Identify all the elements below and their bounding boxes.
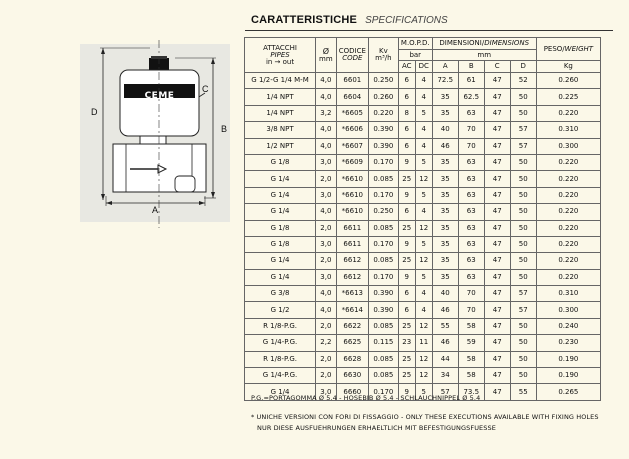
cell-diameter: 4,0 xyxy=(316,302,337,318)
cell-dim-d: 50 xyxy=(510,269,536,285)
table-body xyxy=(245,73,601,401)
cell-mopd-dc: 4 xyxy=(415,286,432,302)
cell-kv: 0.390 xyxy=(368,138,398,154)
cell-dim-d: 50 xyxy=(510,187,536,203)
header-diameter xyxy=(316,38,337,73)
cell-kv: 0.250 xyxy=(368,73,398,89)
cell-diameter: 3,0 xyxy=(316,384,337,400)
dimension-label-b: B xyxy=(221,124,228,134)
cell-weight: 0.265 xyxy=(536,384,600,400)
header-d: D xyxy=(510,61,536,73)
title-italian: CARATTERISTICHE xyxy=(251,14,358,26)
cell-mopd-dc: 4 xyxy=(415,122,432,138)
cell-code: *6610 xyxy=(336,187,368,203)
cell-dim-b: 58 xyxy=(458,368,484,384)
cell-dim-b: 63 xyxy=(458,204,484,220)
header-diameter-symbol: Ø xyxy=(322,46,330,56)
cell-diameter: 3,0 xyxy=(316,269,337,285)
cell-mopd-dc: 12 xyxy=(415,351,432,367)
cell-dim-a: 40 xyxy=(432,286,458,302)
header-dim-mm: mm xyxy=(432,50,536,61)
header-b: B xyxy=(458,61,484,73)
cell-dim-a: 46 xyxy=(432,335,458,351)
cell-kv: 0.250 xyxy=(368,204,398,220)
header-pipes xyxy=(245,38,316,73)
cell-weight: 0.230 xyxy=(536,335,600,351)
table-row xyxy=(245,105,601,121)
cell-dim-d: 57 xyxy=(510,122,536,138)
cell-dim-c: 47 xyxy=(484,318,510,334)
cell-dim-b: 70 xyxy=(458,302,484,318)
header-kv-label: Kv xyxy=(379,47,388,55)
cell-mopd-ac: 9 xyxy=(398,236,415,252)
cell-dim-b: 70 xyxy=(458,138,484,154)
header-a: A xyxy=(432,61,458,73)
cell-diameter: 2,0 xyxy=(316,253,337,269)
cell-weight: 0.240 xyxy=(536,318,600,334)
cell-dim-d: 57 xyxy=(510,138,536,154)
table-header xyxy=(245,38,601,73)
table-row xyxy=(245,138,601,154)
header-weight-en: WEIGHT xyxy=(564,44,594,53)
cell-mopd-ac: 9 xyxy=(398,384,415,400)
cell-mopd-dc: 5 xyxy=(415,105,432,121)
dimension-label-c: C xyxy=(202,84,209,94)
cell-pipe: G 1/4 xyxy=(245,171,316,187)
cell-dim-a: 57 xyxy=(432,384,458,400)
cell-mopd-ac: 25 xyxy=(398,351,415,367)
cell-mopd-dc: 12 xyxy=(415,253,432,269)
cell-dim-a: 35 xyxy=(432,269,458,285)
cell-pipe: G 1/4 xyxy=(245,204,316,220)
cell-mopd-dc: 5 xyxy=(415,269,432,285)
table-row xyxy=(245,335,601,351)
header-inout: in → out xyxy=(265,57,295,66)
cell-weight: 0.220 xyxy=(536,105,600,121)
dimension-label-d: D xyxy=(91,107,98,117)
cell-kv: 0.220 xyxy=(368,105,398,121)
cell-pipe: G 3/8 xyxy=(245,286,316,302)
cell-dim-c: 47 xyxy=(484,286,510,302)
title-divider xyxy=(245,30,613,31)
cell-dim-d: 50 xyxy=(510,105,536,121)
cell-diameter: 2,0 xyxy=(316,318,337,334)
cell-mopd-dc: 5 xyxy=(415,154,432,170)
cell-dim-d: 55 xyxy=(510,384,536,400)
table-row xyxy=(245,318,601,334)
cell-dim-a: 35 xyxy=(432,89,458,105)
cell-dim-d: 50 xyxy=(510,335,536,351)
cell-pipe: G 1/8 xyxy=(245,236,316,252)
cell-diameter: 3,0 xyxy=(316,187,337,203)
cell-dim-c: 47 xyxy=(484,269,510,285)
header-attacchi: ATTACCHI xyxy=(263,43,297,52)
header-kv-unit: m³/h xyxy=(375,54,392,62)
cell-mopd-ac: 23 xyxy=(398,335,415,351)
header-codice: CODICE xyxy=(338,47,366,55)
cell-mopd-ac: 25 xyxy=(398,318,415,334)
cell-pipe: 3/8 NPT xyxy=(245,122,316,138)
cell-weight: 0.220 xyxy=(536,236,600,252)
cell-mopd-ac: 9 xyxy=(398,187,415,203)
cell-dim-a: 55 xyxy=(432,318,458,334)
cell-mopd-dc: 4 xyxy=(415,138,432,154)
cell-dim-a: 35 xyxy=(432,253,458,269)
cell-dim-d: 50 xyxy=(510,204,536,220)
cell-dim-c: 47 xyxy=(484,105,510,121)
cell-mopd-dc: 4 xyxy=(415,73,432,89)
cell-mopd-ac: 6 xyxy=(398,73,415,89)
cell-dim-b: 70 xyxy=(458,286,484,302)
specifications-table xyxy=(244,37,601,401)
cell-pipe: 1/2 NPT xyxy=(245,138,316,154)
cell-dim-c: 47 xyxy=(484,89,510,105)
cell-dim-c: 47 xyxy=(484,302,510,318)
cell-mopd-ac: 6 xyxy=(398,204,415,220)
cell-kv: 0.170 xyxy=(368,154,398,170)
table-row xyxy=(245,122,601,138)
cell-weight: 0.220 xyxy=(536,220,600,236)
cell-dim-c: 47 xyxy=(484,122,510,138)
table-row xyxy=(245,286,601,302)
cell-dim-d: 57 xyxy=(510,286,536,302)
cell-code: *6606 xyxy=(336,122,368,138)
cell-pipe: G 1/4 xyxy=(245,187,316,203)
cell-weight: 0.220 xyxy=(536,154,600,170)
cell-pipe: G 1/2 xyxy=(245,302,316,318)
header-diameter-unit: mm xyxy=(319,54,333,63)
cell-pipe: G 1/4 xyxy=(245,253,316,269)
cell-mopd-dc: 5 xyxy=(415,384,432,400)
header-bar: bar xyxy=(398,50,432,61)
cell-weight: 0.310 xyxy=(536,122,600,138)
cell-code: *6607 xyxy=(336,138,368,154)
cell-mopd-dc: 12 xyxy=(415,171,432,187)
cell-weight: 0.220 xyxy=(536,204,600,220)
cell-kv: 0.390 xyxy=(368,286,398,302)
cell-mopd-ac: 9 xyxy=(398,154,415,170)
cell-weight: 0.220 xyxy=(536,187,600,203)
cell-mopd-ac: 6 xyxy=(398,302,415,318)
cell-mopd-ac: 25 xyxy=(398,253,415,269)
cell-dim-d: 50 xyxy=(510,154,536,170)
cell-dim-d: 50 xyxy=(510,368,536,384)
cell-dim-d: 50 xyxy=(510,236,536,252)
cell-pipe: 1/4 NPT xyxy=(245,89,316,105)
cell-kv: 0.390 xyxy=(368,302,398,318)
cell-dim-a: 35 xyxy=(432,171,458,187)
cell-weight: 0.300 xyxy=(536,138,600,154)
brand-label: CEME xyxy=(144,91,175,101)
cell-mopd-ac: 6 xyxy=(398,122,415,138)
cell-dim-a: 46 xyxy=(432,302,458,318)
cell-code: 6625 xyxy=(336,335,368,351)
brand-logo xyxy=(127,85,192,103)
cell-code: *6610 xyxy=(336,204,368,220)
cell-diameter: 3,2 xyxy=(316,105,337,121)
cell-dim-c: 47 xyxy=(484,204,510,220)
cell-code: 6630 xyxy=(336,368,368,384)
header-pipes-en: PIPES xyxy=(270,50,290,59)
cell-pipe: G 1/4 xyxy=(245,269,316,285)
cell-dim-a: 34 xyxy=(432,368,458,384)
table-row xyxy=(245,351,601,367)
cell-mopd-ac: 25 xyxy=(398,220,415,236)
cell-mopd-dc: 4 xyxy=(415,302,432,318)
cell-weight: 0.225 xyxy=(536,89,600,105)
cell-mopd-dc: 4 xyxy=(415,89,432,105)
table-row xyxy=(245,154,601,170)
cell-kv: 0.085 xyxy=(368,220,398,236)
cell-kv: 0.390 xyxy=(368,122,398,138)
cell-mopd-ac: 6 xyxy=(398,89,415,105)
cell-mopd-ac: 25 xyxy=(398,171,415,187)
valve-drawing xyxy=(0,0,240,240)
table-row xyxy=(245,204,601,220)
cell-code: 6611 xyxy=(336,236,368,252)
cell-mopd-dc: 12 xyxy=(415,220,432,236)
cell-kv: 0.085 xyxy=(368,253,398,269)
table-row xyxy=(245,269,601,285)
cell-dim-d: 50 xyxy=(510,220,536,236)
cell-code: 6612 xyxy=(336,253,368,269)
cell-pipe: G 1/2-G 1/4 M-M xyxy=(245,73,316,89)
cell-dim-d: 50 xyxy=(510,171,536,187)
cell-dim-d: 50 xyxy=(510,89,536,105)
cell-code: *6605 xyxy=(336,105,368,121)
cell-code: 6611 xyxy=(336,220,368,236)
cell-weight: 0.220 xyxy=(536,269,600,285)
header-kv xyxy=(368,38,398,73)
cell-diameter: 4,0 xyxy=(316,286,337,302)
header-dimensions xyxy=(432,38,536,50)
cell-code: 6622 xyxy=(336,318,368,334)
note-fixing-holes: * UNICHE VERSIONI CON FORI DI FISSAGGIO - ONLY THESE EXECUTIONS AVAILABLE WITH FIXING HOLES xyxy=(251,413,599,421)
header-dc: DC xyxy=(415,61,432,73)
cell-diameter: 4,0 xyxy=(316,204,337,220)
cell-code: *6609 xyxy=(336,154,368,170)
cell-pipe: G 1/4-P.G. xyxy=(245,335,316,351)
cell-dim-b: 59 xyxy=(458,335,484,351)
dimension-label-a: A xyxy=(152,205,159,215)
cell-dim-b: 63 xyxy=(458,154,484,170)
cell-weight: 0.300 xyxy=(536,302,600,318)
cell-dim-b: 63 xyxy=(458,253,484,269)
cell-dim-b: 63 xyxy=(458,220,484,236)
cell-dim-b: 63 xyxy=(458,171,484,187)
cell-mopd-ac: 25 xyxy=(398,368,415,384)
cell-code: 6628 xyxy=(336,351,368,367)
title-english: SPECIFICATIONS xyxy=(365,15,448,26)
table-row xyxy=(245,368,601,384)
cell-pipe: R 1/8-P.G. xyxy=(245,351,316,367)
header-dim-en: DIMENSIONS xyxy=(484,39,530,47)
cell-kv: 0.260 xyxy=(368,89,398,105)
cell-code: *6613 xyxy=(336,286,368,302)
cell-diameter: 2,0 xyxy=(316,220,337,236)
cell-dim-d: 50 xyxy=(510,318,536,334)
cell-mopd-dc: 11 xyxy=(415,335,432,351)
cell-dim-c: 47 xyxy=(484,351,510,367)
cell-pipe: G 1/4-P.G. xyxy=(245,368,316,384)
cell-mopd-dc: 5 xyxy=(415,187,432,203)
cell-weight: 0.310 xyxy=(536,286,600,302)
cell-dim-a: 35 xyxy=(432,105,458,121)
cell-mopd-dc: 4 xyxy=(415,204,432,220)
cell-dim-c: 47 xyxy=(484,171,510,187)
cell-mopd-dc: 12 xyxy=(415,318,432,334)
cell-dim-d: 57 xyxy=(510,302,536,318)
header-ac: AC xyxy=(398,61,415,73)
cell-mopd-ac: 6 xyxy=(398,138,415,154)
cell-dim-b: 73.5 xyxy=(458,384,484,400)
cell-code: *6610 xyxy=(336,171,368,187)
cell-dim-b: 58 xyxy=(458,318,484,334)
header-peso: PESO/ xyxy=(543,44,565,53)
cell-kv: 0.170 xyxy=(368,187,398,203)
cell-dim-d: 50 xyxy=(510,253,536,269)
cell-dim-a: 35 xyxy=(432,236,458,252)
cell-diameter: 2,2 xyxy=(316,335,337,351)
cell-dim-b: 63 xyxy=(458,236,484,252)
cell-weight: 0.260 xyxy=(536,73,600,89)
cell-mopd-dc: 5 xyxy=(415,236,432,252)
cell-weight: 0.220 xyxy=(536,171,600,187)
cell-dim-a: 72.5 xyxy=(432,73,458,89)
cell-dim-a: 35 xyxy=(432,154,458,170)
cell-dim-a: 46 xyxy=(432,138,458,154)
cell-dim-c: 47 xyxy=(484,154,510,170)
cell-code: *6614 xyxy=(336,302,368,318)
cell-code: 6612 xyxy=(336,269,368,285)
cell-dim-b: 58 xyxy=(458,351,484,367)
cell-dim-c: 47 xyxy=(484,253,510,269)
table-row xyxy=(245,220,601,236)
cell-weight: 0.220 xyxy=(536,253,600,269)
cell-dim-a: 40 xyxy=(432,122,458,138)
cell-diameter: 2,0 xyxy=(316,351,337,367)
cell-diameter: 4,0 xyxy=(316,138,337,154)
cell-dim-c: 47 xyxy=(484,138,510,154)
cell-diameter: 2,0 xyxy=(316,368,337,384)
cell-diameter: 2,0 xyxy=(316,171,337,187)
cell-code: 6660 xyxy=(336,384,368,400)
header-mopd: M.O.P.D. xyxy=(398,38,432,50)
cell-dim-b: 61 xyxy=(458,73,484,89)
cell-pipe: R 1/8-P.G. xyxy=(245,318,316,334)
note-portagomma: P.G.=PORTAGOMMA Ø 5.4 - HOSEBIB Ø 5.4 - SCHLAUCHNIPPEL Ø 5.4 xyxy=(251,394,481,402)
header-dim-it: DIMENSIONI/ xyxy=(439,39,485,47)
cell-pipe: G 1/8 xyxy=(245,154,316,170)
cell-dim-c: 47 xyxy=(484,187,510,203)
cell-weight: 0.190 xyxy=(536,368,600,384)
cell-dim-c: 47 xyxy=(484,73,510,89)
cell-diameter: 3,0 xyxy=(316,154,337,170)
cell-pipe: 1/4 NPT xyxy=(245,105,316,121)
cell-diameter: 4,0 xyxy=(316,73,337,89)
cell-mopd-ac: 8 xyxy=(398,105,415,121)
header-c: C xyxy=(484,61,510,73)
cell-kv: 0.085 xyxy=(368,368,398,384)
cell-kv: 0.085 xyxy=(368,171,398,187)
cell-mopd-ac: 6 xyxy=(398,286,415,302)
cell-diameter: 4,0 xyxy=(316,122,337,138)
cell-pipe: G 1/8 xyxy=(245,220,316,236)
cell-dim-a: 35 xyxy=(432,204,458,220)
specifications-title xyxy=(251,14,448,26)
cell-kv: 0.085 xyxy=(368,351,398,367)
cell-kv: 0.085 xyxy=(368,318,398,334)
cell-dim-c: 47 xyxy=(484,384,510,400)
cell-dim-b: 63 xyxy=(458,105,484,121)
table-row xyxy=(245,89,601,105)
cell-mopd-dc: 12 xyxy=(415,368,432,384)
cell-dim-d: 50 xyxy=(510,351,536,367)
header-weight xyxy=(536,38,600,61)
cell-pipe: G 1/4 xyxy=(245,384,316,400)
cell-dim-d: 52 xyxy=(510,73,536,89)
cell-kv: 0.170 xyxy=(368,269,398,285)
table-row xyxy=(245,253,601,269)
cell-dim-b: 63 xyxy=(458,187,484,203)
cell-kv: 0.170 xyxy=(368,236,398,252)
cell-dim-c: 47 xyxy=(484,220,510,236)
table-row xyxy=(245,171,601,187)
note-fixing-holes-de: NUR DIESE AUSFUEHRUNGEN ERHAELTLICH MIT BEFESTIGUNGSFUESSE xyxy=(257,424,496,432)
cell-diameter: 3,0 xyxy=(316,236,337,252)
header-code xyxy=(336,38,368,73)
table-row xyxy=(245,302,601,318)
header-kg: Kg xyxy=(536,61,600,73)
cell-dim-c: 47 xyxy=(484,368,510,384)
cell-dim-b: 63 xyxy=(458,269,484,285)
cell-code: 6604 xyxy=(336,89,368,105)
cell-diameter: 4,0 xyxy=(316,89,337,105)
cell-dim-b: 70 xyxy=(458,122,484,138)
cell-dim-c: 47 xyxy=(484,335,510,351)
header-code-en: CODE xyxy=(342,54,363,62)
cell-code: 6601 xyxy=(336,73,368,89)
cell-kv: 0.170 xyxy=(368,384,398,400)
table-row xyxy=(245,187,601,203)
cell-kv: 0.115 xyxy=(368,335,398,351)
cell-dim-a: 44 xyxy=(432,351,458,367)
cell-dim-a: 35 xyxy=(432,220,458,236)
cell-dim-a: 35 xyxy=(432,187,458,203)
cell-mopd-ac: 9 xyxy=(398,269,415,285)
cell-dim-b: 62.5 xyxy=(458,89,484,105)
table-row xyxy=(245,236,601,252)
table-row xyxy=(245,73,601,89)
cell-weight: 0.190 xyxy=(536,351,600,367)
cell-dim-c: 47 xyxy=(484,236,510,252)
